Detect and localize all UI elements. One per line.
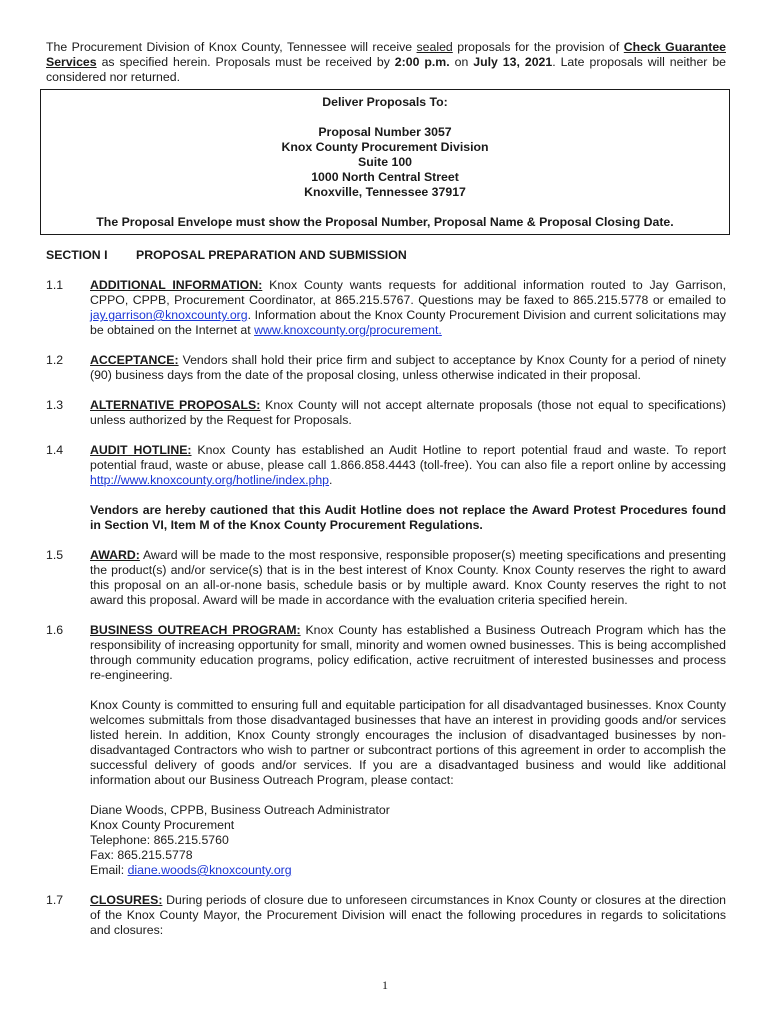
address-line: Suite 100: [358, 155, 412, 169]
document-page: [46, 40, 726, 938]
contact-phone: Telephone: 865.215.5760: [90, 833, 229, 847]
address-line: Knoxville, Tennessee 37917: [304, 185, 466, 199]
address-line: 1000 North Central Street: [311, 170, 459, 184]
contact-name: Diane Woods, CPPB, Business Outreach Administrator: [90, 803, 390, 817]
contact-email-line: Email: diane.woods@knoxcounty.org: [90, 863, 292, 877]
item-1-5: 1.5 AWARD: Award will be made to the most responsive, responsible proposer(s) meeting specifications and presenting the product(s) and/or service(s) that is in the best interest of Knox County. Knox County reserves the right to award this proposal on an all-or-none basis, schedule basis or by multiple award. Knox County reserves the right to not award this proposal. Award will be made in accordance with the evaluation criteria specified herein.: [46, 548, 726, 607]
item-title: AUDIT HOTLINE:: [90, 443, 192, 457]
item-title: ALTERNATIVE PROPOSALS:: [90, 398, 261, 412]
audit-hotline-caution: Vendors are hereby cautioned that this Audit Hotline does not replace the Award Protest Procedures found in Section VI, Item M of the Knox County Procurement Regulations.: [90, 503, 726, 532]
section-number: SECTION I: [46, 248, 108, 262]
item-1-1: 1.1 ADDITIONAL INFORMATION: Knox County wants requests for additional information routed to Jay Garrison, CPPO, CPPB, Procurement Coordinator, at 865.215.5767. Questions may be faxed to 865.215.5778 or emailed to jay.garrison@knoxcounty.org. Information about the Knox County Procurement Division and current solicitations may be obtained on the Internet at www.knoxcounty.org/procurement.: [46, 278, 726, 337]
item-1-4: 1.4 AUDIT HOTLINE: Knox County has established an Audit Hotline to report potential fraud and waste. To report potential fraud, waste or abuse, please call 1.866.858.4443 (toll-free). You can also file a report online by accessing http://www.knoxcounty.org/hotline/index.php. Vendors are hereby cautioned that this Audit Hotline does not replace the Award Protest Procedures found in Section VI, Item M of the Knox County Procurement Regulations.: [46, 443, 726, 532]
item-title: ACCEPTANCE:: [90, 353, 179, 367]
deliver-heading: Deliver Proposals To:: [322, 95, 448, 109]
address-line: Proposal Number 3057: [318, 125, 452, 139]
envelope-note: The Proposal Envelope must show the Proposal Number, Proposal Name & Proposal Closing Date.: [96, 215, 674, 229]
item-1-3: 1.3 ALTERNATIVE PROPOSALS: Knox County will not accept alternate proposals (those not equal to specifications) unless authorized by the Request for Proposals.: [46, 398, 726, 427]
section-title: PROPOSAL PREPARATION AND SUBMISSION: [136, 248, 407, 262]
hotline-url-link[interactable]: http://www.knoxcounty.org/hotline/index.php: [90, 473, 330, 487]
item-title: ADDITIONAL INFORMATION:: [90, 278, 263, 292]
email-link-jay-garrison[interactable]: jay.garrison@knoxcounty.org: [90, 308, 248, 322]
contact-block: [90, 803, 726, 878]
deadline-date: July 13, 2021: [473, 55, 553, 69]
item-1-2: 1.2 ACCEPTANCE: Vendors shall hold their price firm and subject to acceptance by Knox County for a period of ninety (90) business days from the date of the proposal closing, unless otherwise indicated in their proposal.: [46, 353, 726, 382]
page-number: 1: [382, 978, 388, 992]
section-heading: [46, 248, 726, 263]
item-title: AWARD:: [90, 548, 140, 562]
contact-org: Knox County Procurement: [90, 818, 235, 832]
address-line: Knox County Procurement Division: [281, 140, 489, 154]
service-name: Check Guarantee Services: [46, 40, 726, 69]
deadline-time: 2:00 p.m.: [394, 55, 450, 69]
item-1-6: 1.6 BUSINESS OUTREACH PROGRAM: Knox County has established a Business Outreach Program which has the responsibility of increasing opportunity for small, minority and women owned businesses. This is being accomplished through community education programs, policy edification, active recruitment of interested businesses and process re-engineering. Knox County is committed to ensuring full and equitable participation for all disadvantaged businesses. Knox County welcomes submittals from those disadvantaged businesses that have an interest in providing goods and/or services listed herein. In addition, Knox County strongly encourages the inclusion of disadvantaged businesses by non-disadvantaged Contractors who wish to partner or subcontract portions of this agreement in order to accomplish the successful delivery of goods and/or services. If you are a disadvantaged business and would like additional information about our Business Outreach Program, please contact: Diane Woods, CPPB, Business Outreach Administrator Knox County Procurement Telephone: 865.215.5760 Fax: 865.215.5778 Email: diane.woods@knoxcounty.org: [46, 623, 726, 877]
sealed-word: sealed: [416, 40, 453, 54]
deliver-proposals-box: [40, 89, 730, 235]
item-1-7: 1.7 CLOSURES: During periods of closure due to unforeseen circumstances in Knox County or closures at the direction of the Knox County Mayor, the Procurement Division will enact the following procedures in regards to solicitations and closures:: [46, 893, 726, 937]
intro-paragraph: The Procurement Division of Knox County, Tennessee will receive sealed proposals for the provision of Check Guarantee Services as specified herein. Proposals must be received by 2:00 p.m. on July 13, 2021. Late proposals will neither be considered nor returned.: [46, 40, 727, 84]
item-title: BUSINESS OUTREACH PROGRAM:: [90, 623, 301, 637]
contact-fax: Fax: 865.215.5778: [90, 848, 193, 862]
procurement-url-link[interactable]: www.knoxcounty.org/procurement.: [254, 323, 442, 337]
email-link-diane-woods[interactable]: diane.woods@knoxcounty.org: [127, 863, 292, 877]
item-title: CLOSURES:: [90, 893, 163, 907]
outreach-commitment-paragraph: Knox County is committed to ensuring full and equitable participation for all disadvantaged businesses. Knox County welcomes submittals from those disadvantaged businesses that have an interest in providing goods and/or services listed herein. In addition, Knox County strongly encourages the inclusion of disadvantaged businesses by non-disadvantaged Contractors who wish to partner or subcontract portions of this agreement in order to accomplish the successful delivery of goods and/or services. If you are a disadvantaged business and would like additional information about our Business Outreach Program, please contact:: [90, 698, 726, 787]
